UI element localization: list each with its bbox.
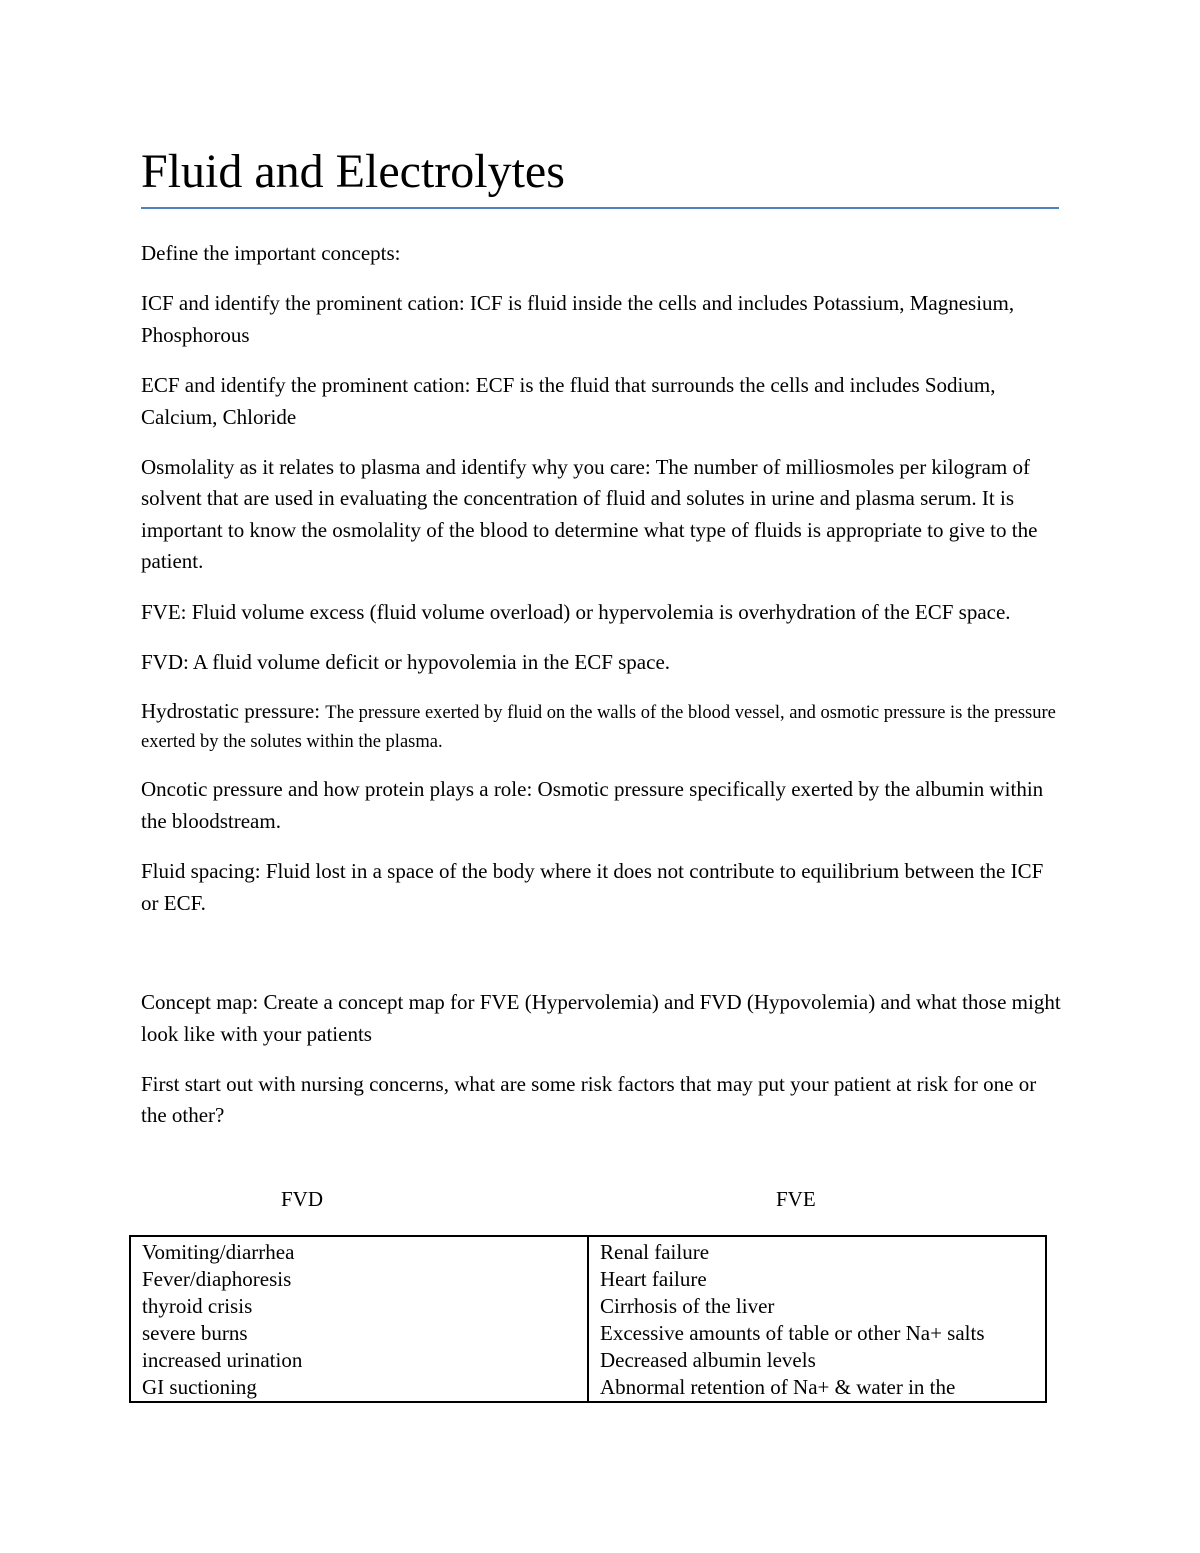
list-item: Vomiting/diarrhea — [142, 1240, 295, 1264]
list-item: Fever/diaphoresis — [142, 1267, 292, 1291]
list-item: Heart failure — [600, 1267, 707, 1291]
document-title: Fluid and Electrolytes — [141, 145, 565, 198]
fluid-spacing-paragraph: Fluid spacing: Fluid lost in a space of the body where it does not contribute to equilibrium between the ICF or ECF. — [141, 859, 1044, 915]
fvd-risk-cell — [130, 1236, 588, 1402]
list-item: Decreased albumin levels — [600, 1348, 816, 1372]
list-item: Cirrhosis of the liver — [600, 1294, 775, 1318]
osmolality-paragraph: Osmolality as it relates to plasma and identify why you care: The number of milliosmoles per kilogram of solvent that are used in evaluating the concentration of fluid and solutes in urine and plasma serum. It is important to know the osmolality of the blood to determine what type of fluids is appropriate to give to the patient. — [141, 455, 1038, 574]
title-underline — [141, 207, 1059, 209]
list-item: Renal failure — [600, 1240, 710, 1264]
hydrostatic-lead: Hydrostatic pressure: — [141, 699, 326, 724]
fve-paragraph: FVE: Fluid volume excess (fluid volume overload) or hypervolemia is overhydration of the ECF space. — [141, 599, 1011, 624]
table-row — [130, 1236, 1046, 1402]
hydrostatic-paragraph — [141, 697, 1061, 757]
list-item: GI suctioning — [142, 1375, 257, 1399]
list-item: Excessive amounts of table or other Na+ salts — [600, 1321, 985, 1345]
intro-paragraph: Define the important concepts: — [141, 241, 401, 265]
list-item: increased urination — [142, 1348, 303, 1372]
ecf-paragraph: ECF and identify the prominent cation: ECF is the fluid that surrounds the cells and includes Sodium, Calcium, Chloride — [141, 373, 996, 429]
concept-map-paragraph: Concept map: Create a concept map for FVE (Hypervolemia) and FVD (Hypovolemia) and what those might look like with your patients — [141, 990, 1061, 1046]
first-start-paragraph: First start out with nursing concerns, what are some risk factors that may put your patient at risk for one or the other? — [141, 1071, 1037, 1128]
fvd-paragraph: FVD: A fluid volume deficit or hypovolemia in the ECF space. — [141, 650, 671, 675]
document-body — [141, 238, 1061, 1151]
list-item: thyroid crisis — [142, 1294, 253, 1318]
hydrostatic-body: The pressure exerted by fluid on the walls of the blood vessel, and osmotic pressure is the pressure exerted by the solutes within the plasma. — [141, 703, 1056, 753]
list-item: Abnormal retention of Na+ & water in the — [600, 1375, 956, 1399]
oncotic-paragraph: Oncotic pressure and how protein plays a role: Osmotic pressure specifically exerted by the albumin within the bloodstream. — [141, 777, 1044, 833]
list-item: severe burns — [142, 1321, 248, 1345]
fvd-heading: FVD — [281, 1187, 324, 1211]
fve-heading: FVE — [776, 1187, 816, 1211]
icf-paragraph: ICF and identify the prominent cation: ICF is fluid inside the cells and includes Potassium, Magnesium, Phosphorous — [141, 291, 1015, 347]
fve-risk-cell — [588, 1236, 1046, 1402]
risk-factors-table — [129, 1235, 1047, 1403]
